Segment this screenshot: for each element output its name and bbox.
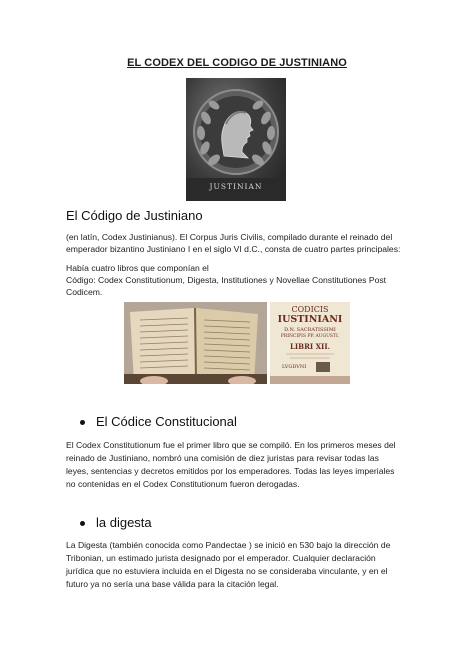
heading-la-digesta: la digesta [96,515,152,530]
section2-line4: no contenidas en el Codex Constitutionum fueron derogadas. [66,479,300,489]
section3-line2: Tribonian, un estimado jurista designado por el emperador. Cualquier declaración [66,553,376,563]
section3-line3: jurídica que no estuviera incluida en el Digesta no se consideraba vinculante, y en el [66,566,388,576]
title-page-line1: CODICIS [291,305,329,314]
title-page-line2: IUSTINIANI [277,314,343,325]
section1-paragraph2-line2: Código: Codex Constitutionum, Digesta, Institutiones y Novellae Constitutiones Post [66,275,387,285]
open-codex-book-image [124,302,267,384]
title-page-line6: LVGDVNI [282,364,307,370]
title-page-line4: PRINCIPIS PP. AUGUSTI, [280,334,340,339]
section3-line4: futuro ya no sería una base válida para la citación legal. [66,579,279,589]
codex-title-page-image [270,302,350,384]
justinian-medallion-image [186,78,286,201]
medallion-caption: JUSTINIAN [209,182,263,191]
section1-paragraph2-line1: Había cuatro libros que componían el [66,263,209,273]
document-title: EL CODEX DEL CODIGO DE JUSTINIANO [127,57,347,69]
title-page-line5: LIBRI XII. [289,342,331,351]
section2-line3: leyes, sentencias y decretos emitidos por los emperadores. Todas las leyes imperiales [66,466,395,476]
section3-line1: La Digesta (también conocida como Pandectae ) se inició en 530 bajo la dirección de [66,540,391,550]
section2-line1: El Codex Constitutionum fue el primer libro que se compiló. En los primeros meses del [66,440,396,450]
section2-line2: reinado de Justiniano, nombró una comisión de diez juristas para revisar todas las [66,453,379,463]
bullet-icon [80,420,85,425]
heading-codigo-justiniano: El Código de Justiniano [66,208,203,223]
section1-paragraph2-line3: Codicem. [66,287,103,297]
title-page-line3: D.N. SACRATISSIMI [284,327,336,333]
bullet-icon [80,521,85,526]
heading-codice-constitucional: El Códice Constitucional [96,414,237,429]
section1-paragraph1-line1: (en latín, Codex Justinianus). El Corpus Juris Civilis, compilado durante el reinado del [66,232,393,242]
section1-paragraph1-line2: emperador bizantino Justiniano I en el siglo VI d.C., consta de cuatro partes principales: [66,244,401,254]
